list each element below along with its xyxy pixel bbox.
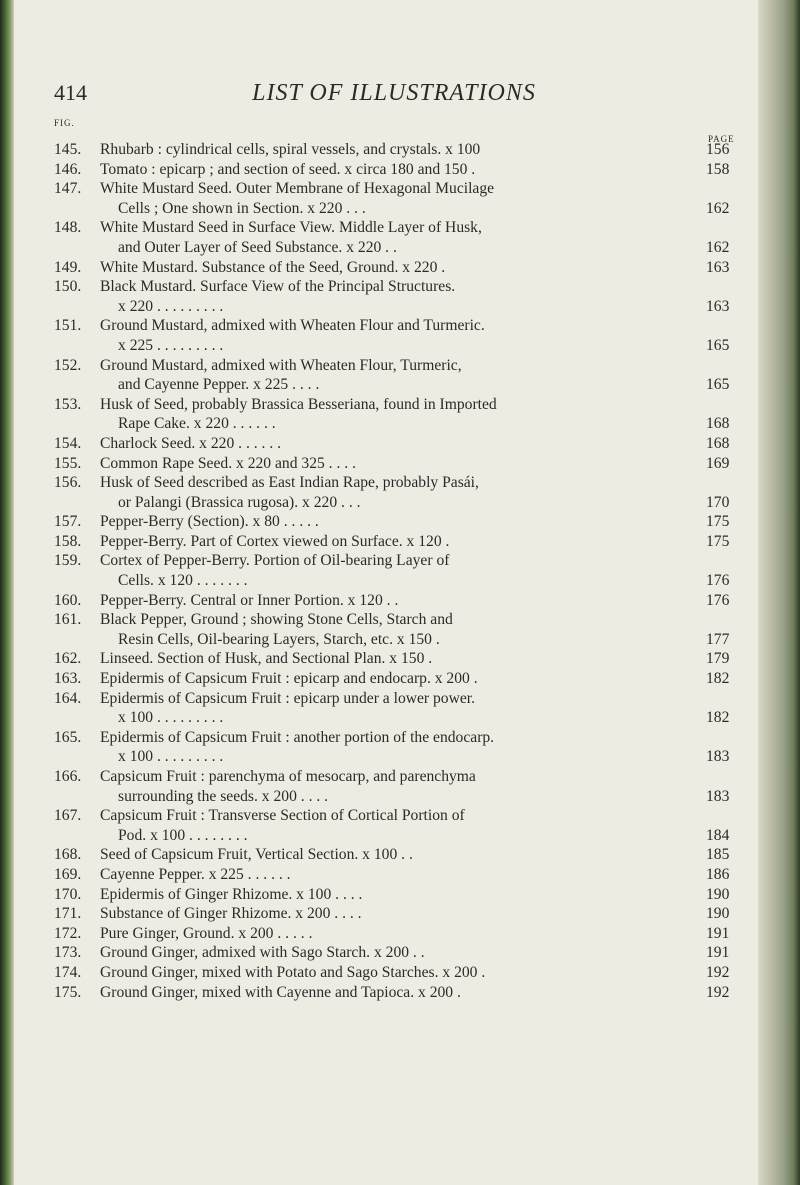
page-number: 414 — [54, 80, 87, 105]
entry-line — [54, 258, 754, 278]
entry-line — [54, 140, 754, 160]
page-reference: 156 — [706, 141, 730, 158]
figure-caption: Seed of Capsicum Fruit, Vertical Section. x 100 . . — [100, 846, 413, 864]
entry-line — [54, 571, 754, 591]
entry-line — [54, 297, 754, 317]
entry-line — [54, 845, 754, 865]
entry-line — [54, 610, 754, 630]
entry-line — [54, 356, 754, 376]
figure-caption: Black Pepper, Ground ; showing Stone Cells, Starch and — [100, 611, 453, 629]
figure-number: 146. — [54, 160, 82, 178]
page-reference: 168 — [706, 434, 730, 452]
page-reference: 169 — [706, 454, 730, 472]
entry-line — [54, 218, 754, 238]
entry-line — [54, 512, 754, 532]
figure-number: 145. — [54, 141, 82, 158]
list-entry — [54, 610, 754, 649]
list-entry — [54, 140, 754, 160]
figure-caption: Tomato : epicarp ; and section of seed. x circa 180 and 150 . — [100, 160, 476, 178]
list-entry — [54, 669, 754, 689]
figure-number: 161. — [54, 611, 82, 629]
figure-number: 168. — [54, 846, 82, 864]
list-entry — [54, 845, 754, 865]
figure-caption: Epidermis of Capsicum Fruit : epicarp and endocarp. x 200 . — [100, 670, 478, 688]
entry-line — [54, 532, 754, 552]
figure-caption: Ground Ginger, mixed with Cayenne and Tapioca. x 200 . — [100, 983, 461, 1001]
figure-caption: Epidermis of Ginger Rhizome. x 100 . . . . — [100, 885, 363, 903]
entry-line — [54, 238, 754, 258]
entry-line — [54, 649, 754, 669]
figure-number: 149. — [54, 258, 82, 276]
list-entry — [54, 277, 754, 316]
figure-caption: Black Mustard. Surface View of the Principal Structures. — [100, 278, 456, 296]
list-entry — [54, 356, 754, 395]
list-entry — [54, 943, 754, 963]
figure-caption: Substance of Ginger Rhizome. x 200 . . . . — [100, 905, 362, 923]
figure-number: 150. — [54, 278, 82, 296]
entry-line — [54, 865, 754, 885]
page-reference: 192 — [706, 963, 730, 981]
page-reference: 162 — [706, 199, 730, 217]
entry-line — [54, 160, 754, 180]
figure-number: 158. — [54, 532, 82, 550]
page-reference: 177 — [706, 630, 730, 648]
entry-line — [54, 493, 754, 513]
entry-line — [54, 943, 754, 963]
figure-caption: Pepper-Berry. Part of Cortex viewed on Surface. x 120 . — [100, 532, 450, 550]
entry-line — [54, 336, 754, 356]
figure-caption: Epidermis of Capsicum Fruit : epicarp under a lower power. — [100, 689, 476, 707]
entry-line — [54, 630, 754, 650]
entry-line — [54, 669, 754, 689]
figure-number: 148. — [54, 219, 82, 237]
page-reference: 192 — [706, 983, 730, 1001]
list-entry — [54, 983, 754, 1003]
page-reference: 175 — [706, 513, 730, 531]
figure-caption: Capsicum Fruit : Transverse Section of Cortical Portion of — [100, 807, 465, 825]
figure-number: 175. — [54, 983, 82, 1001]
page-reference: 176 — [706, 591, 730, 609]
list-entry — [54, 160, 754, 180]
list-entry — [54, 395, 754, 434]
list-entry — [54, 865, 754, 885]
list-entry — [54, 218, 754, 257]
figure-number: 162. — [54, 650, 82, 668]
figure-number: 154. — [54, 434, 82, 452]
entry-line — [54, 983, 754, 1003]
page-reference: 185 — [706, 846, 730, 864]
entry-line — [54, 551, 754, 571]
page-reference: 191 — [706, 924, 730, 942]
figure-number: 165. — [54, 728, 82, 746]
entry-line — [54, 689, 754, 709]
list-entry — [54, 532, 754, 552]
entry-line — [54, 728, 754, 748]
figure-caption: Rhubarb : cylindrical cells, spiral vessels, and crystals. x 100 — [100, 141, 481, 158]
book-binding — [0, 0, 14, 1185]
page-reference: 163 — [706, 258, 730, 276]
entry-line — [54, 963, 754, 983]
figure-number: 167. — [54, 807, 82, 825]
list-entry — [54, 885, 754, 905]
figure-caption: or Palangi (Brassica rugosa). x 220 . . . — [118, 493, 361, 511]
figure-caption: x 100 . . . . . . . . . — [118, 748, 224, 766]
page-reference: 182 — [706, 709, 730, 727]
figure-number: 151. — [54, 317, 82, 335]
figure-caption: White Mustard Seed. Outer Membrane of Hexagonal Mucilage — [100, 180, 495, 198]
page-reference: 179 — [706, 650, 730, 668]
page-reference: 182 — [706, 670, 730, 688]
page-reference: 183 — [706, 787, 730, 805]
figure-number: 147. — [54, 180, 82, 198]
page-reference: 184 — [706, 826, 730, 844]
page-header — [54, 80, 734, 110]
figure-number: 171. — [54, 905, 82, 923]
figure-caption: Linseed. Section of Husk, and Sectional Plan. x 150 . — [100, 650, 433, 668]
page-reference: 168 — [706, 415, 730, 433]
entry-line — [54, 434, 754, 454]
figure-number: 155. — [54, 454, 82, 472]
entry-line — [54, 454, 754, 474]
entry-line — [54, 473, 754, 493]
list-entry — [54, 963, 754, 983]
page-reference: 163 — [706, 297, 730, 315]
entry-line — [54, 904, 754, 924]
book-page — [14, 0, 758, 1185]
illustration-list — [54, 140, 754, 1002]
figure-caption: and Cayenne Pepper. x 225 . . . . — [118, 376, 320, 394]
page-reference: 158 — [706, 160, 730, 178]
figure-number: 156. — [54, 474, 82, 492]
entry-line — [54, 277, 754, 297]
list-entry — [54, 258, 754, 278]
figure-number: 153. — [54, 395, 82, 413]
list-entry — [54, 806, 754, 845]
list-entry — [54, 689, 754, 728]
figure-number: 173. — [54, 944, 82, 962]
entry-line — [54, 885, 754, 905]
list-entry — [54, 904, 754, 924]
figure-caption: Cayenne Pepper. x 225 . . . . . . — [100, 865, 291, 883]
page-reference: 190 — [706, 885, 730, 903]
entry-line — [54, 414, 754, 434]
figure-number: 169. — [54, 865, 82, 883]
figure-number: 159. — [54, 552, 82, 570]
page-reference: 176 — [706, 572, 730, 590]
figure-caption: White Mustard Seed in Surface View. Middle Layer of Husk, — [100, 219, 482, 237]
figure-number: 152. — [54, 356, 82, 374]
page-reference: 191 — [706, 944, 730, 962]
figure-caption: Ground Ginger, mixed with Potato and Sago Starches. x 200 . — [100, 963, 486, 981]
figure-number: 170. — [54, 885, 82, 903]
list-entry — [54, 316, 754, 355]
figure-caption: Pure Ginger, Ground. x 200 . . . . . — [100, 924, 313, 942]
figure-number: 174. — [54, 963, 82, 981]
entry-line — [54, 826, 754, 846]
figure-caption: Epidermis of Capsicum Fruit : another portion of the endocarp. — [100, 728, 495, 746]
list-entry — [54, 454, 754, 474]
page-reference: 170 — [706, 493, 730, 511]
entry-line — [54, 316, 754, 336]
page-edge — [758, 0, 800, 1185]
figure-caption: Ground Mustard, admixed with Wheaten Flour and Turmeric. — [100, 317, 485, 335]
page-reference: 162 — [706, 238, 730, 256]
figure-caption: and Outer Layer of Seed Substance. x 220 . . — [118, 238, 397, 256]
page-reference: 165 — [706, 336, 730, 354]
entry-line — [54, 806, 754, 826]
figure-caption: Husk of Seed, probably Brassica Besseriana, found in Imported — [100, 395, 497, 413]
entry-line — [54, 924, 754, 944]
entry-line — [54, 767, 754, 787]
figure-caption: Cortex of Pepper-Berry. Portion of Oil-bearing Layer of — [100, 552, 450, 570]
figure-caption: x 220 . . . . . . . . . — [118, 297, 224, 315]
entry-line — [54, 375, 754, 395]
figure-number: 164. — [54, 689, 82, 707]
page-reference: 175 — [706, 532, 730, 550]
entry-line — [54, 708, 754, 728]
list-entry — [54, 924, 754, 944]
page-column-label: PAGE — [708, 134, 735, 144]
figure-caption: Cells. x 120 . . . . . . . — [118, 572, 248, 590]
entry-line — [54, 395, 754, 415]
figure-caption: Ground Ginger, admixed with Sago Starch. x 200 . . — [100, 944, 425, 962]
figure-number: 160. — [54, 591, 82, 609]
figure-caption: Ground Mustard, admixed with Wheaten Flour, Turmeric, — [100, 356, 462, 374]
figure-number: 163. — [54, 670, 82, 688]
figure-caption: x 100 . . . . . . . . . — [118, 709, 224, 727]
figure-caption: Pod. x 100 . . . . . . . . — [118, 826, 248, 844]
page-reference: 183 — [706, 748, 730, 766]
entry-line — [54, 179, 754, 199]
entry-line — [54, 591, 754, 611]
figure-caption: Charlock Seed. x 220 . . . . . . — [100, 434, 282, 452]
list-entry — [54, 434, 754, 454]
figure-caption: Pepper-Berry (Section). x 80 . . . . . — [100, 513, 319, 531]
figure-caption: Husk of Seed described as East Indian Rape, probably Pasái, — [100, 474, 479, 492]
list-entry — [54, 767, 754, 806]
list-entry — [54, 728, 754, 767]
list-entry — [54, 591, 754, 611]
figure-number: 166. — [54, 768, 82, 785]
entry-line — [54, 787, 754, 807]
list-entry — [54, 649, 754, 669]
figure-caption: Capsicum Fruit : parenchyma of mesocarp, and parenchyma — [100, 768, 476, 785]
figure-number: 157. — [54, 513, 82, 531]
figure-caption: White Mustard. Substance of the Seed, Ground. x 220 . — [100, 258, 446, 276]
running-title: LIST OF ILLUSTRATIONS — [252, 80, 536, 106]
figure-number: 172. — [54, 924, 82, 942]
figure-caption: Resin Cells, Oil-bearing Layers, Starch, etc. x 150 . — [118, 630, 440, 648]
figure-caption: Rape Cake. x 220 . . . . . . — [118, 415, 276, 433]
list-entry — [54, 551, 754, 590]
page-reference: 190 — [706, 905, 730, 923]
figure-caption: surrounding the seeds. x 200 . . . . — [118, 787, 329, 805]
figure-caption: Common Rape Seed. x 220 and 325 . . . . — [100, 454, 356, 472]
list-entry — [54, 473, 754, 512]
list-entry — [54, 512, 754, 532]
list-entry — [54, 179, 754, 218]
entry-line — [54, 199, 754, 219]
page-reference: 186 — [706, 865, 730, 883]
entry-line — [54, 747, 754, 767]
fig-column-label: FIG. — [54, 118, 75, 128]
figure-caption: x 225 . . . . . . . . . — [118, 336, 224, 354]
figure-caption: Pepper-Berry. Central or Inner Portion. x 120 . . — [100, 591, 399, 609]
page-reference: 165 — [706, 376, 730, 394]
figure-caption: Cells ; One shown in Section. x 220 . . . — [118, 199, 366, 217]
